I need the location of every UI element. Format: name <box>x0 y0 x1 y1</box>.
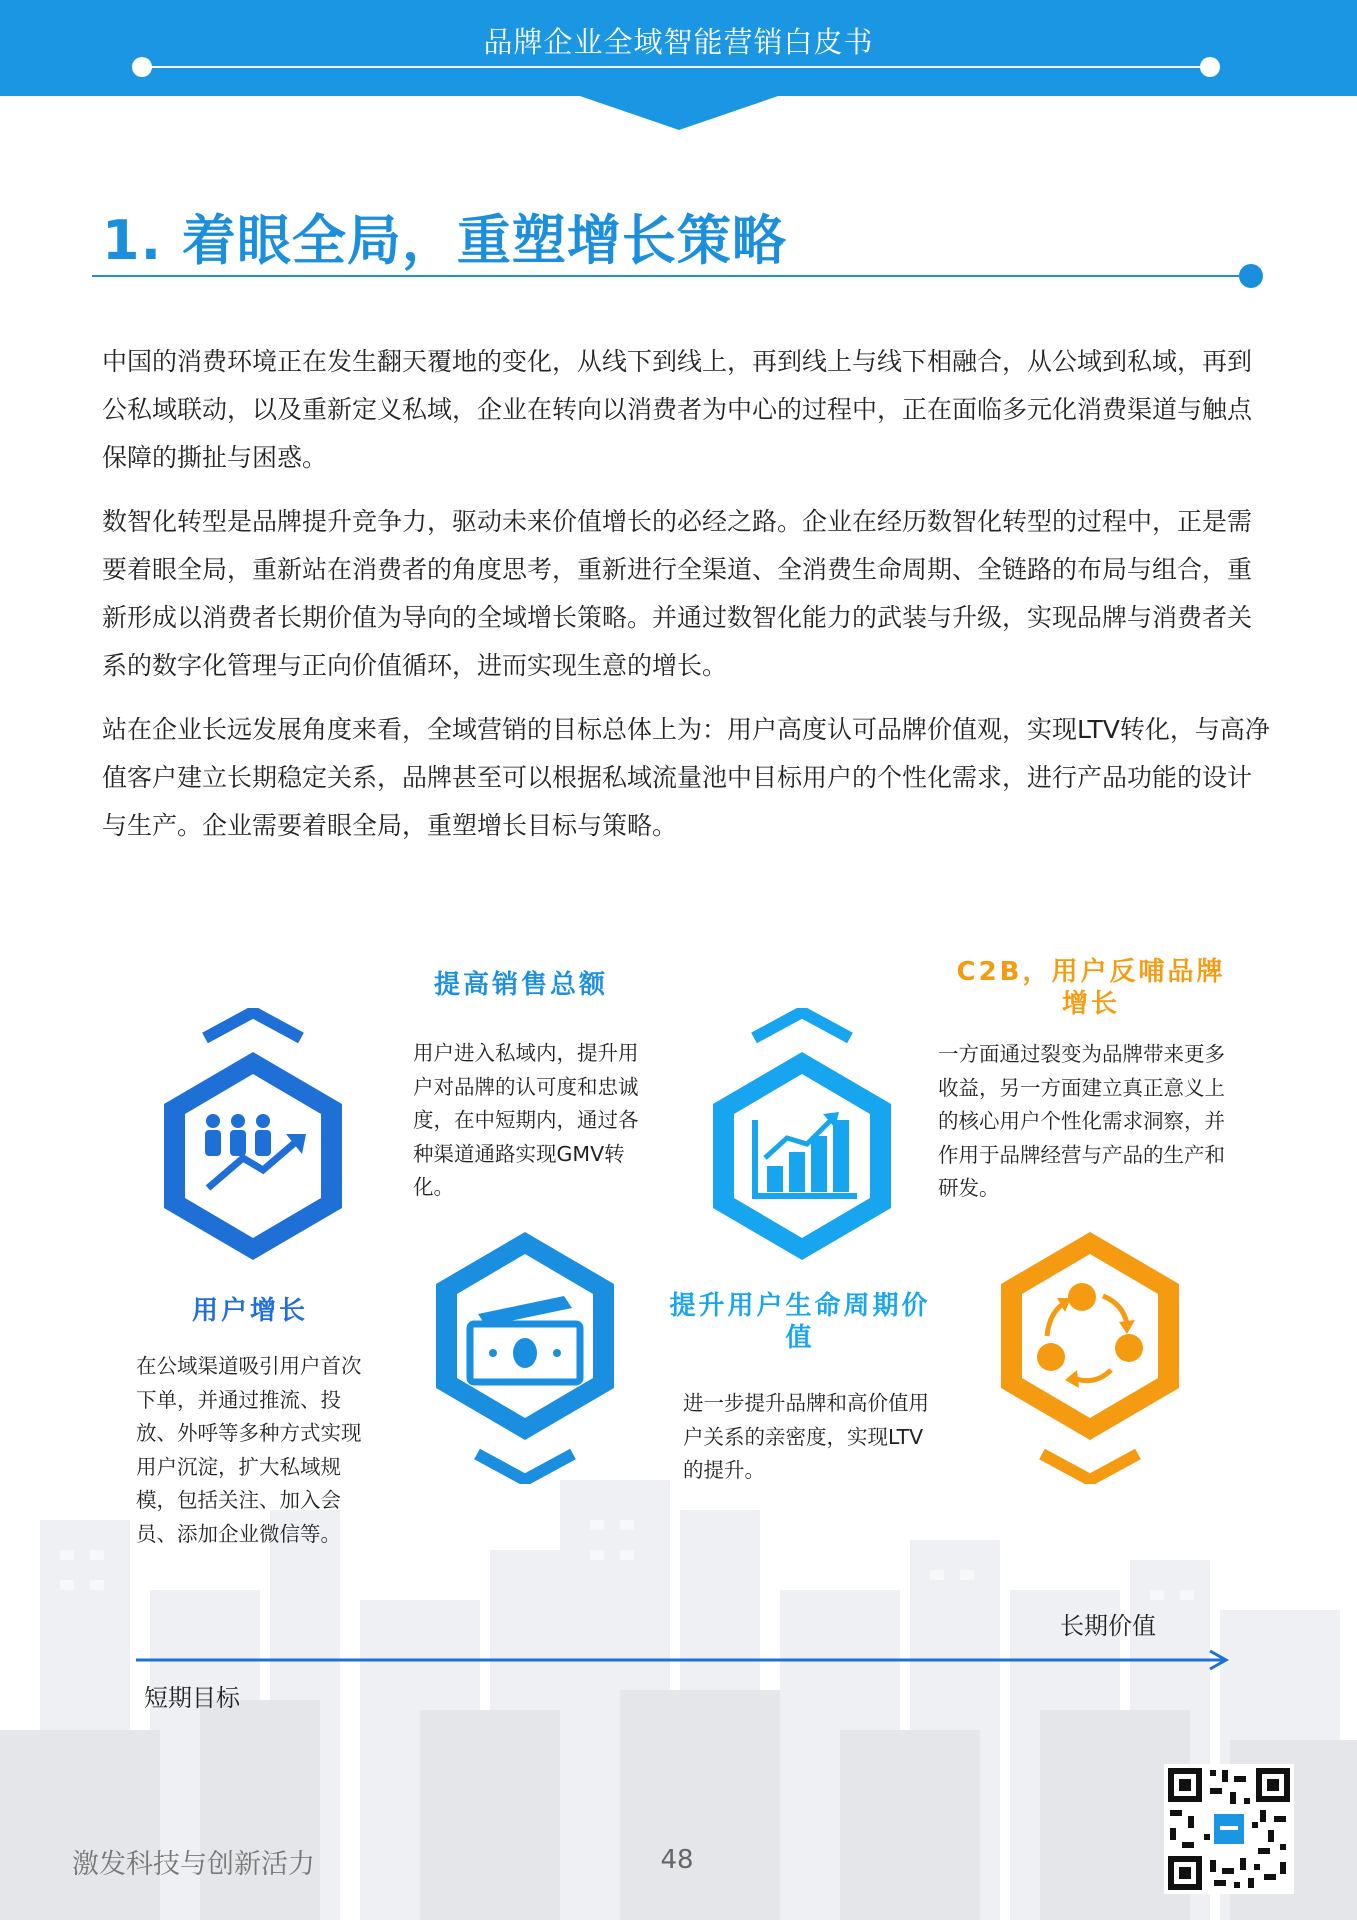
qr-code <box>1164 1764 1294 1894</box>
ltv-hexagon <box>707 1008 897 1264</box>
paragraph-1: 中国的消费环境正在发生翻天覆地的变化，从线下到线上，再到线上与线下相融合，从公域到私域，再到公私域联动，以及重新定义私域，企业在转向以消费者为中心的过程中，正在面临多元化消费渠道与触点保障的撕扯与困惑。 <box>102 347 1253 472</box>
paragraph-3: 站在企业长远发展角度来看，全域营销的目标总体上为：用户高度认可品牌价值观，实现LTV转化，与高净值客户建立长期稳定关系，品牌甚至可以根据私域流量池中目标用户的个性化需求，进行产品功能的设计与生产。企业需要着眼全局，重塑增长目标与策略。 <box>102 715 1270 840</box>
c2b-hexagon <box>995 1228 1185 1484</box>
user-growth-hexagon <box>158 1008 348 1264</box>
header-dot-right <box>1200 57 1220 77</box>
stage-1-desc: 在公域渠道吸引用户首次下单，并通过推流、投放、外呼等多种方式实现用户沉淀，扩大私域规模，包括关注、加入会员、添加企业微信等。 <box>136 1354 362 1546</box>
timeline-start-label: 短期目标 <box>144 1684 240 1712</box>
header-chevron <box>0 94 1357 134</box>
paragraph-2: 数智化转型是品牌提升竞争力，驱动未来价值增长的必经之路。企业在经历数智化转型的过程中，正是需要着眼全局，重新站在消费者的角度思考，重新进行全渠道、全消费生命周期、全链路的布局与组合，重新形成以消费者长期价值为导向的全域增长策略。并通过数智化能力的武装与升级，实现品牌与消费者关系的数字化管理与正向价值循环，进而实现生意的增长。 <box>102 507 1253 680</box>
footer-slogan: 激发科技与创新活力 <box>72 1849 315 1880</box>
section-title: 1. 着眼全局，重塑增长策略 <box>102 209 787 272</box>
page-header <box>0 0 1357 96</box>
title-divider <box>92 275 1252 277</box>
header-dot-left <box>132 57 152 77</box>
header-title: 品牌企业全域智能营销白皮书 <box>483 25 874 59</box>
stage-2-title: 提高销售总额 <box>433 970 608 1000</box>
header-divider <box>142 66 1210 68</box>
stage-4-desc: 一方面通过裂变为品牌带来更多收益，另一方面建立真正意义上的核心用户个性化需求洞察，并作用于品牌经营与产品的生产和研发。 <box>938 1042 1225 1200</box>
stage-3-desc: 进一步提升品牌和高价值用户关系的亲密度，实现LTV的提升。 <box>683 1391 929 1482</box>
stage-4-title: C2B，用户反哺品牌增长 <box>956 957 1226 1019</box>
page-number: 48 <box>660 1845 694 1875</box>
sales-hexagon <box>430 1228 620 1484</box>
title-divider-dot <box>1239 264 1263 288</box>
timeline-end-label: 长期价值 <box>1060 1612 1156 1640</box>
timeline-arrow <box>134 1648 1234 1672</box>
stage-1-title: 用户增长 <box>191 1296 308 1326</box>
stage-2-desc: 用户进入私域内，提升用户对品牌的认可度和忠诚度，在中短期内，通过各种渠道通路实现GMV转化。 <box>413 1041 639 1199</box>
stage-3-title: 提升用户生命周期价值 <box>669 1291 931 1353</box>
